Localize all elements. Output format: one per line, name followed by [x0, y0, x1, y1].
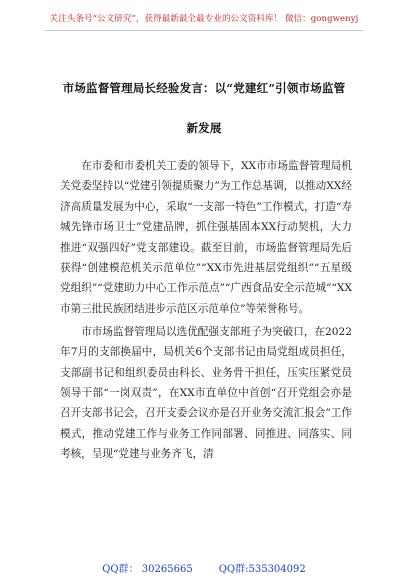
header-banner: 关注头条号“公文研究”，获得最新最全最专业的公文资料库！ 微信：gongwenyj	[49, 14, 359, 24]
document-title-continued: 新发展	[186, 121, 222, 135]
paragraph: 市市场监督管理局以选优配强支部班子为突破口，在2022年7月的支部换届中，局机关6个支部书记由局党组成员担任，支部副书记和组织委员由科长、业务骨干担任，压实压紧党员领导干部“一岗双责”，在XX市直单位中首创“召开党组会亦是召开支部书记会，召开支委会议亦是召开业务交流汇报会”工作模式，推动党建工作与业务工作同部署、同推进、同落实、同考核，呈现“党建与业务齐飞，清	[60, 325, 352, 461]
paragraph: 在市委和市委机关工委的领导下，XX市市场监督管理局机关党委坚持以“党建引领提质聚力”为工作总基调，以推动XX经济高质量发展为中心，采取“一支部一特色”工作模式，打造“寿城先锋市场卫士”党建品牌，抓住强基固本XX行动契机，大力推进“双强四好”党支部建设。截至目前，市场监督管理局先后获得“创建模范机关示范单位”“XX市先进基层党组织”“五星级党组织”“党建助力中心工作示范点”“广西食品安全示范城”“XX市第三批民族团结进步示范区示范单位”等荣誉称号。	[60, 160, 352, 315]
footer-qq-group-2: QQ群:535304092	[218, 564, 306, 575]
footer-qq-group-1: QQ群： 30265665	[102, 564, 193, 575]
document-body	[60, 156, 352, 465]
document-title: 市场监督管理局长经验发言：以“党建红”引领市场监管	[62, 81, 346, 95]
header-divider	[44, 30, 364, 31]
footer-contact	[0, 560, 408, 575]
